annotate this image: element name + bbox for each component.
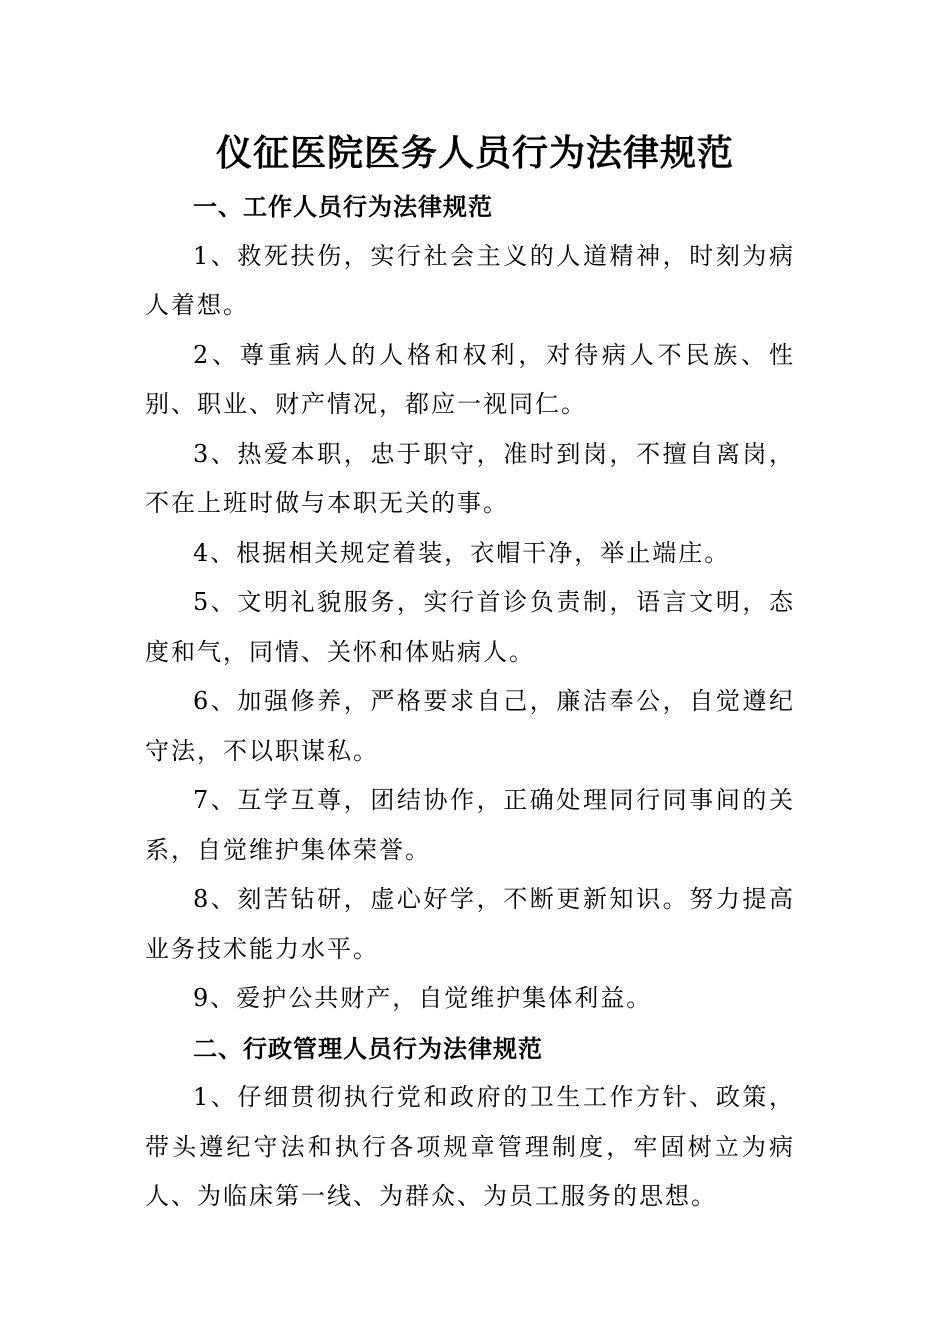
paragraph: 5、文明礼貌服务，实行首诊负责制，语言文明，态度和气，同情、关怀和体贴病人。 <box>145 588 795 666</box>
section-heading: 二、行政管理人员行为法律规范 <box>193 1033 543 1063</box>
paragraph: 8、刻苦钻研，虚心好学，不断更新知识。努力提高业务技术能力水平。 <box>145 885 795 963</box>
paragraph: 4、根据相关规定着装，衣帽干净，举止端庄。 <box>193 538 731 567</box>
paragraph: 3、热爱本职，忠于职守，准时到岗，不擅自离岗，不在上班时做与本职无关的事。 <box>145 439 795 517</box>
paragraph: 7、互学互尊，团结协作，正确处理同行同事间的关系，自觉维护集体荣誉。 <box>145 786 795 864</box>
section-2 <box>145 1024 795 1222</box>
section-heading: 一、工作人员行为法律规范 <box>193 192 493 221</box>
document-title: 仪征医院医务人员行为法律规范 <box>215 132 734 174</box>
paragraph: 1、救死扶伤，实行社会主义的人道精神，时刻为病人着想。 <box>145 241 795 319</box>
paragraph: 1、仔细贯彻执行党和政府的卫生工作方针、政策，带头遵纪守法和执行各项规章管理制度，牢固树立为病人、为临床第一线、为群众、为员工服务的思想。 <box>145 1083 795 1210</box>
paragraph: 9、爱护公共财产，自觉维护集体利益。 <box>193 984 653 1012</box>
paragraph: 2、尊重病人的人格和权利，对待病人不民族、性别、职业、财产情况，都应一视同仁。 <box>145 340 795 418</box>
section-1 <box>145 182 795 1024</box>
document-body <box>145 182 795 1222</box>
paragraph: 6、加强修养，严格要求自己，廉洁奉公，自觉遵纪守法，不以职谋私。 <box>145 687 795 765</box>
